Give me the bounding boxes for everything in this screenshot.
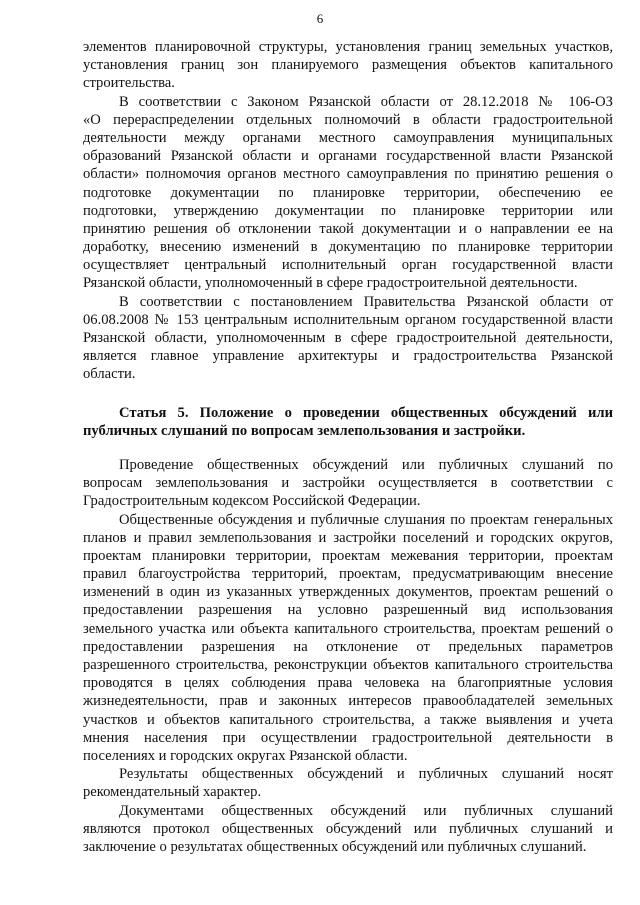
text-line: проводятся в целях соблюдения права человека на благоприятные условия bbox=[83, 675, 613, 692]
text-line: подготовке документации по планировке территории, обеспечению ее bbox=[83, 184, 613, 201]
text-line: Рязанской области, уполномоченным в сфере градостроительной деятельности, bbox=[83, 330, 613, 346]
document-body bbox=[83, 38, 613, 856]
text-line: проектам планировки территории, проектам межевания территории, проектам bbox=[83, 547, 613, 564]
text-line: Документами общественных обсуждений или публичных слушаний bbox=[119, 802, 613, 819]
text-line: Результаты общественных обсуждений и публичных слушаний носят bbox=[119, 766, 613, 783]
text-line: принятию решения об отклонении такой документации и о направлении ее на bbox=[83, 220, 613, 237]
paragraph bbox=[83, 38, 613, 93]
text-line: доработку, внесению изменений в документацию по планировке территории bbox=[83, 239, 613, 256]
spacer bbox=[83, 384, 613, 404]
text-line: подготовки, утверждению документации по планировке территории или bbox=[83, 202, 613, 219]
text-line: рекомендательный характер. bbox=[83, 784, 262, 801]
text-line: Общественные обсуждения и публичные слушания по проектам генеральных bbox=[119, 511, 613, 528]
text-line: В соответствии с постановлением Правительства Рязанской области от bbox=[119, 293, 613, 310]
text-line: установления границ зон планируемого размещения объектов капитального bbox=[83, 57, 613, 74]
text-line: «О перераспределении отдельных полномочий в области градостроительной bbox=[83, 111, 613, 128]
spacer bbox=[83, 440, 613, 456]
text-line: деятельности между органами местного самоуправления муниципальных bbox=[83, 129, 613, 146]
page-number: 6 bbox=[316, 11, 324, 26]
text-line: мнения населения при осуществлении градостроительной деятельности в bbox=[83, 729, 613, 746]
text-line: предоставлении разрешения на отклонение от предельных параметров bbox=[83, 638, 613, 655]
section-heading bbox=[83, 404, 613, 440]
heading-line: публичных слушаний по вопросам землепользования и застройки. bbox=[83, 422, 526, 439]
text-line: поселениях и городских округах Рязанской области. bbox=[83, 747, 408, 764]
text-line: строительства. bbox=[83, 75, 175, 92]
text-line: элементов планировочной структуры, установления границ земельных участков, bbox=[83, 39, 613, 55]
text-line: участков и объектов капитального строительства, а также выявления и учета bbox=[83, 711, 613, 728]
text-line: Градостроительным кодексом Российской Федерации. bbox=[83, 493, 421, 510]
text-line: правил благоустройства территорий, проектам, предусматривающим внесение bbox=[83, 566, 613, 583]
text-line: заключение о результатах общественных обсуждений или публичных слушаний. bbox=[83, 838, 587, 855]
text-line: вопросам землепользования и застройки осуществляется в соответствии с bbox=[83, 475, 613, 492]
paragraph bbox=[83, 293, 613, 384]
text-line: области» полномочия органов местного самоуправления по принятию решения о bbox=[83, 166, 613, 183]
text-line: 06.08.2008 № 153 центральным исполнительным органом государственной власти bbox=[83, 311, 613, 328]
text-line: Рязанской области, уполномоченный в сфере градостроительной деятельности. bbox=[83, 275, 578, 292]
text-line: образований Рязанской области и органами государственной власти Рязанской bbox=[83, 148, 613, 165]
text-line: осуществляет центральный исполнительный орган государственной власти bbox=[83, 257, 613, 274]
paragraph bbox=[83, 456, 613, 511]
paragraph bbox=[83, 511, 613, 766]
text-line: области. bbox=[83, 366, 136, 383]
paragraph bbox=[83, 765, 613, 801]
paragraph bbox=[83, 93, 613, 293]
text-line: изменений в один из указанных утвержденных документов, проектам решений о bbox=[83, 584, 613, 601]
text-line: Проведение общественных обсуждений или публичных слушаний по bbox=[119, 456, 613, 473]
text-line: является главное управление архитектуры и градостроительства Рязанской bbox=[83, 348, 613, 365]
text-line: земельного участка или объекта капитального строительства, проектам решений о bbox=[83, 620, 613, 637]
heading-line: Статья 5. Положение о проведении общественных обсуждений или bbox=[119, 404, 613, 421]
text-line: разрешенного строительства, реконструкции объектов капитального строительства bbox=[83, 657, 613, 673]
text-line: планов и правил землепользования и застройки поселений и городских округов, bbox=[83, 529, 613, 546]
text-line: жизнедеятельности, прав и законных интересов правообладателей земельных bbox=[83, 693, 613, 710]
paragraph bbox=[83, 802, 613, 857]
text-line: предоставлении разрешения на условно разрешенный вид использования bbox=[83, 602, 613, 619]
text-line: В соответствии с Законом Рязанской области от 28.12.2018 № 106-ОЗ bbox=[119, 93, 613, 110]
text-line: являются протокол общественных обсуждений или публичных слушаний и bbox=[83, 820, 613, 837]
